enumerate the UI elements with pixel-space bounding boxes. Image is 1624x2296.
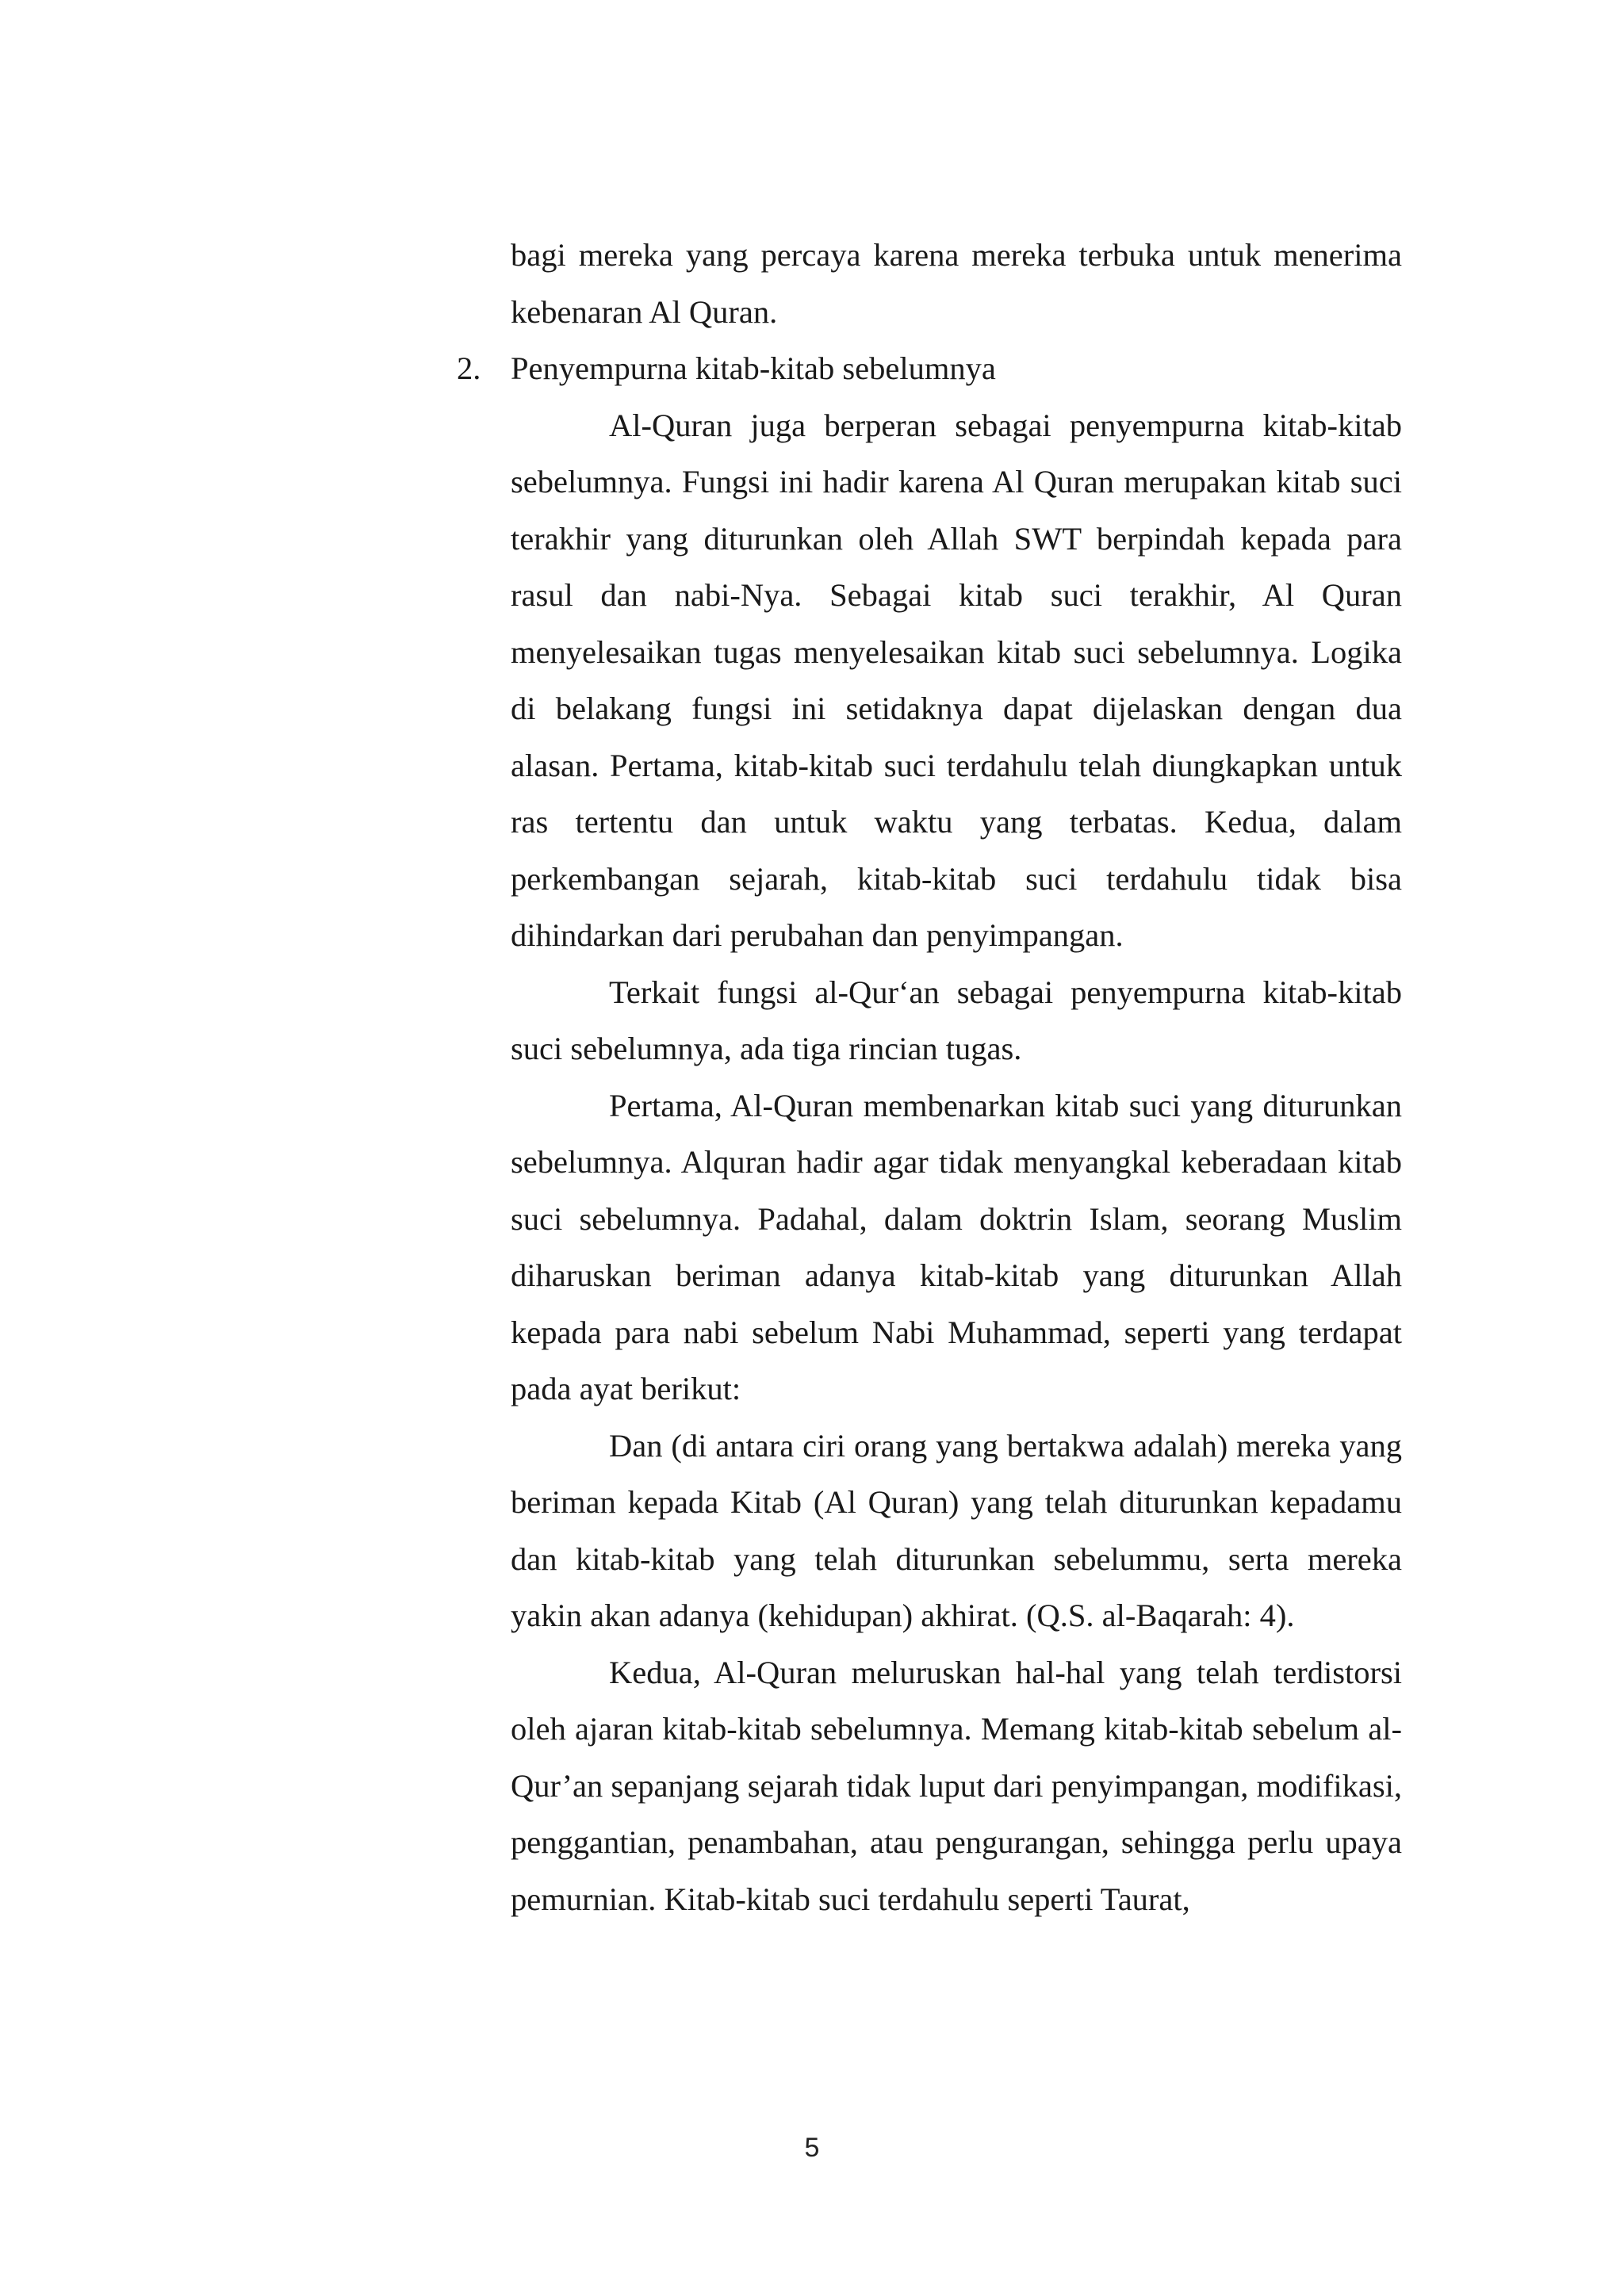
page-number: 5 (804, 2133, 820, 2163)
paragraph-first-task: Pertama, Al-Quran membenarkan kitab suci yang diturunkan sebelumnya. Alquran hadir agar tidak menyangkal keberadaan kitab suci sebelumnya. Padahal, dalam doktrin Islam, seorang Muslim diharuskan beriman adanya kitab-kitab yang diturunkan Allah kepada para nabi sebelum Nabi Muhammad, seperti yang terdapat pada ayat berikut: (511, 1087, 1402, 1406)
body-text (457, 227, 1402, 1927)
paragraph-quran-perfecter: Al-Quran juga berperan sebagai penyempurna kitab-kitab sebelumnya. Fungsi ini hadir karena Al Quran merupakan kitab suci terakhir yang diturunkan oleh Allah SWT berpindah kepada para rasul dan nabi-Nya. Sebagai kitab suci terakhir, Al Quran menyelesaikan tugas menyelesaikan kitab suci sebelumnya. Logika di belakang fungsi ini setidaknya dapat dijelaskan dengan dua alasan. Pertama, kitab-kitab suci terdahulu telah diungkapkan untuk ras tertentu dan untuk waktu yang terbatas. Kedua, dalam perkembangan sejarah, kitab-kitab suci terdahulu tidak bisa dihindarkan dari perubahan dan penyimpangan. (511, 407, 1402, 953)
list-item-number: 2. (457, 350, 481, 386)
list-item-2 (457, 340, 1402, 397)
paragraph-continuation: bagi mereka yang percaya karena mereka terbuka untuk menerima kebenaran Al Quran. (511, 237, 1402, 330)
list-item-heading: Penyempurna kitab-kitab sebelumnya (511, 350, 996, 386)
paragraph-verse-quote: Dan (di antara ciri orang yang bertakwa adalah) mereka yang beriman kepada Kitab (Al Quran) yang telah diturunkan kepadamu dan kitab-kitab yang telah diturunkan sebelummu, serta mereka yakin akan adanya (kehidupan) akhirat. (Q.S. al-Baqarah: 4). (511, 1427, 1402, 1633)
paragraph-three-tasks: Terkait fungsi al-Qur‘an sebagai penyempurna kitab-kitab suci sebelumnya, ada tiga rincian tugas. (511, 974, 1402, 1066)
paragraph-second-task: Kedua, Al-Quran meluruskan hal-hal yang telah terdistorsi oleh ajaran kitab-kitab sebelumnya. Memang kitab-kitab sebelum al-Qur’an sepanjang sejarah tidak luput dari penyimpangan, modifikasi, penggantian, penambahan, atau pengurangan, sehingga perlu upaya pemurnian. Kitab-kitab suci terdahulu seperti Taurat, (511, 1654, 1402, 1917)
